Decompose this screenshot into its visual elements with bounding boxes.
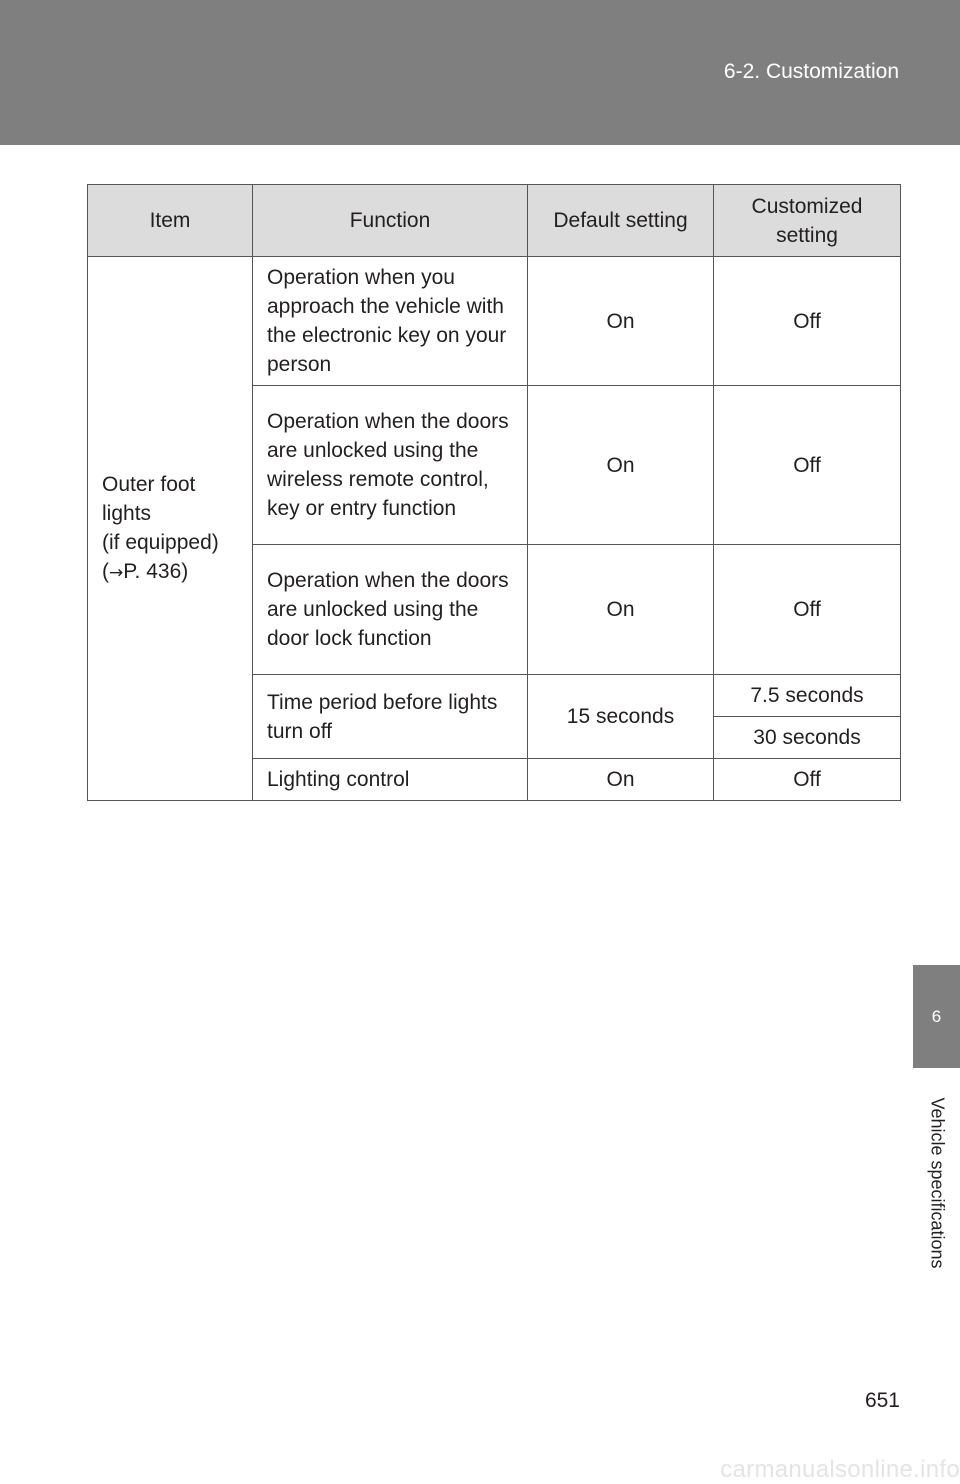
page-reference: (→P. 436) <box>102 559 189 583</box>
customized-cell: 30 seconds <box>714 717 901 759</box>
default-cell: On <box>528 257 714 386</box>
function-cell: Time period before lights turn off <box>253 675 528 759</box>
default-cell: 15 seconds <box>528 675 714 759</box>
default-cell: On <box>528 545 714 675</box>
default-cell: On <box>528 386 714 545</box>
function-cell: Operation when the doors are unlocked using the door lock function <box>253 545 528 675</box>
page-number: 651 <box>864 1389 900 1412</box>
section-title: 6-2. Customization <box>723 60 899 83</box>
item-cell <box>88 257 253 801</box>
item-name-line: lights <box>102 501 152 525</box>
arrow-right-icon: → <box>109 562 124 583</box>
watermark: carmanualsonline.info <box>720 1456 960 1483</box>
customized-cell: Off <box>714 257 901 386</box>
table-row <box>88 257 901 386</box>
customized-cell: Off <box>714 545 901 675</box>
chapter-tab <box>913 965 960 1068</box>
table-header-row <box>88 185 901 257</box>
function-cell: Operation when you approach the vehicle with the electronic key on your person <box>253 257 528 386</box>
item-name-line: Outer foot <box>102 472 196 496</box>
item-note: (if equipped) <box>102 530 219 554</box>
column-header-function: Function <box>253 185 528 257</box>
function-cell: Operation when the doors are unlocked using the wireless remote control, key or entry function <box>253 386 528 545</box>
customized-cell: 7.5 seconds <box>714 675 901 717</box>
chapter-number: 6 <box>931 1006 942 1026</box>
column-header-default: Default setting <box>528 185 714 257</box>
chapter-title: Vehicle specifications <box>927 1097 947 1269</box>
default-cell: On <box>528 759 714 801</box>
page-header <box>0 0 960 145</box>
column-header-customized: Customized setting <box>714 185 901 257</box>
column-header-item: Item <box>88 185 253 257</box>
customized-cell: Off <box>714 759 901 801</box>
chapter-label <box>913 1068 960 1298</box>
function-cell: Lighting control <box>253 759 528 801</box>
customization-table <box>87 184 901 801</box>
customized-cell: Off <box>714 386 901 545</box>
